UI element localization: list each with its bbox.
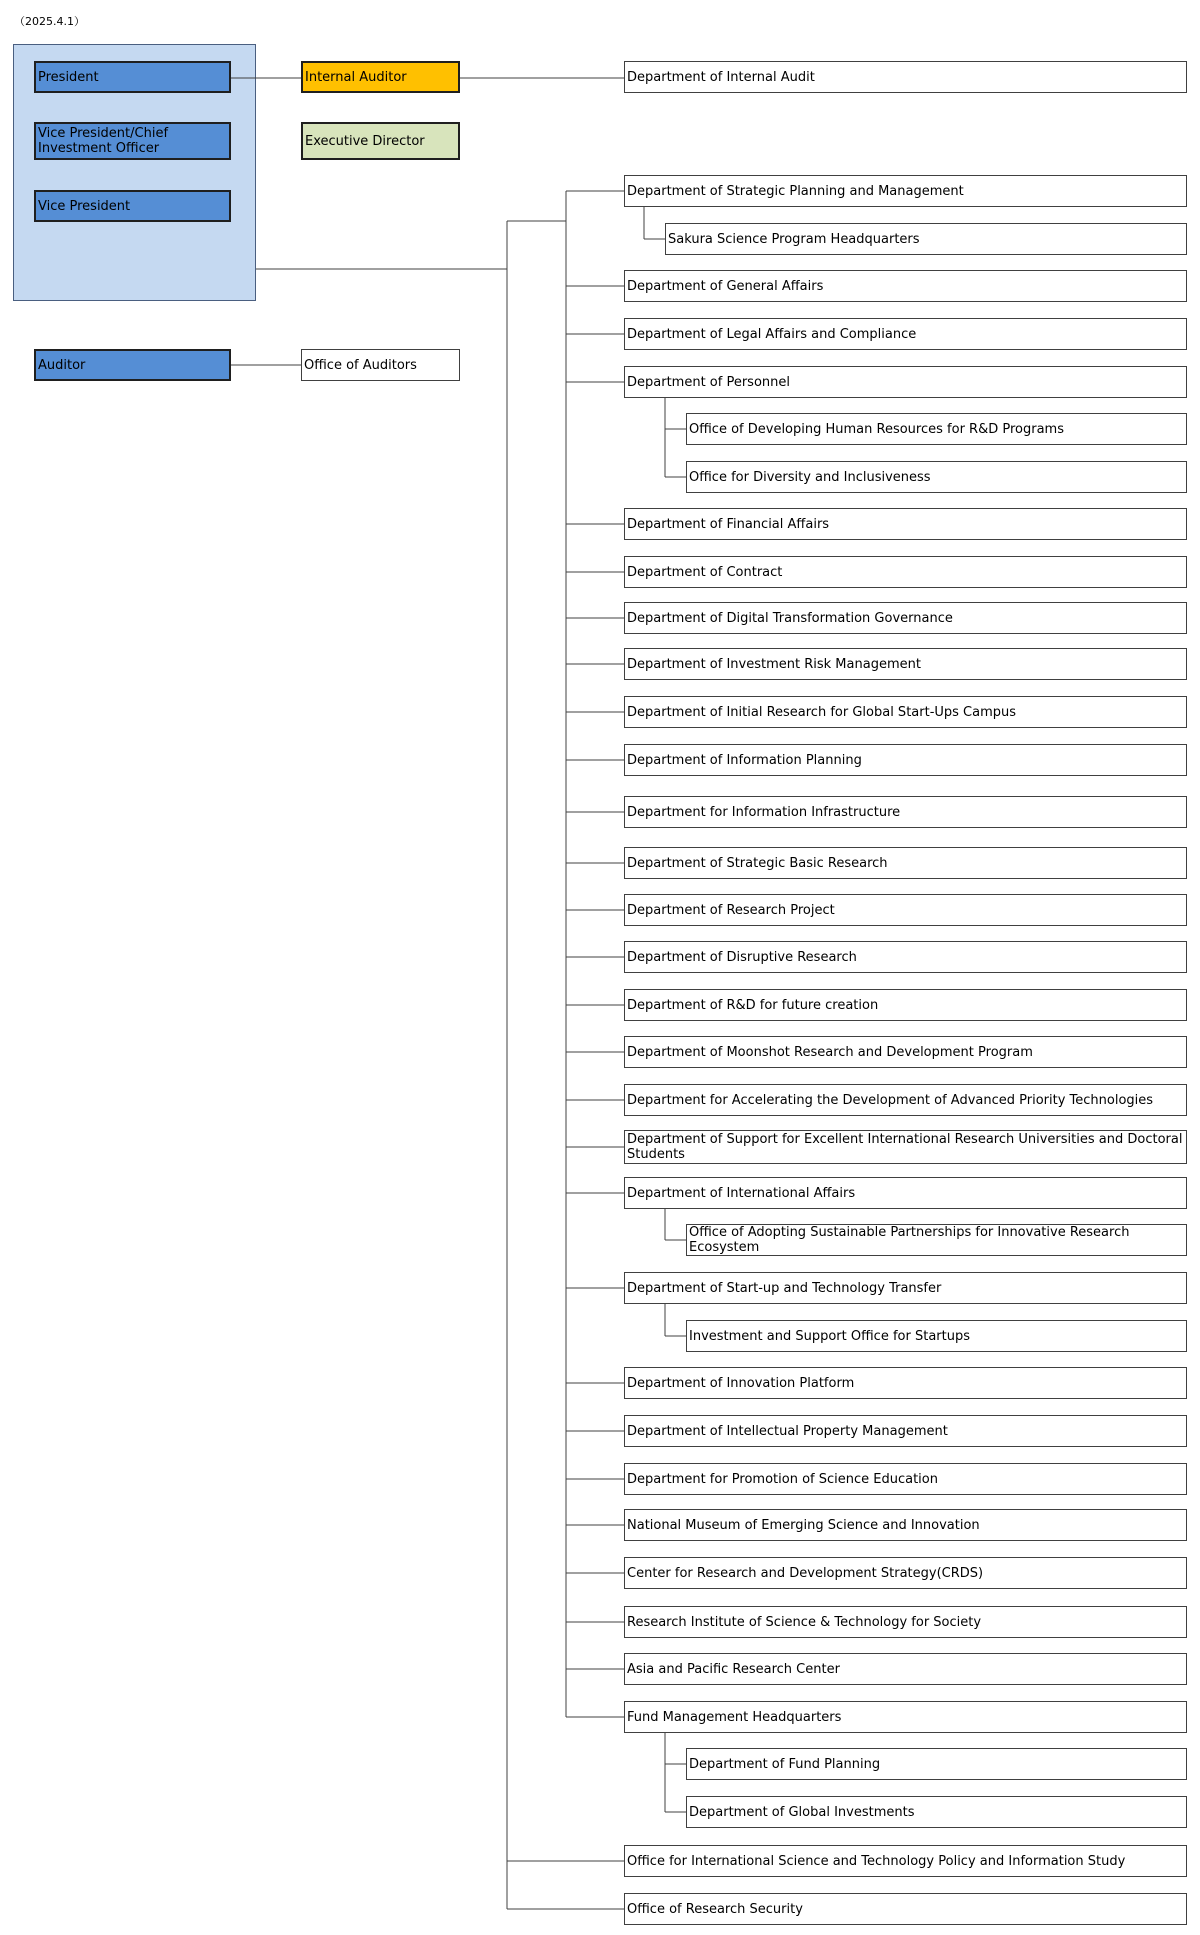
department-box[interactable]: Department of Legal Affairs and Compliance [624, 318, 1187, 350]
department-box[interactable]: Office for International Science and Technology Policy and Information Study [624, 1845, 1187, 1877]
department-box[interactable]: Asia and Pacific Research Center [624, 1653, 1187, 1685]
department-box[interactable]: Department of Information Planning [624, 744, 1187, 776]
department-box[interactable]: Department of Personnel [624, 366, 1187, 398]
office-of-auditors-box[interactable]: Office of Auditors [301, 349, 460, 381]
department-box[interactable]: Department of Strategic Basic Research [624, 847, 1187, 879]
department-box[interactable]: Department for Promotion of Science Education [624, 1463, 1187, 1495]
sub-office-box[interactable]: Department of Fund Planning [686, 1748, 1187, 1780]
department-box[interactable]: Department of Investment Risk Management [624, 648, 1187, 680]
department-box[interactable]: Department of Research Project [624, 894, 1187, 926]
department-box[interactable]: Department of Strategic Planning and Management [624, 175, 1187, 207]
department-box[interactable]: National Museum of Emerging Science and Innovation [624, 1509, 1187, 1541]
department-box[interactable]: Department of Contract [624, 556, 1187, 588]
department-box[interactable]: Department of Financial Affairs [624, 508, 1187, 540]
sub-office-box[interactable]: Department of Global Investments [686, 1796, 1187, 1828]
department-internal-audit-box[interactable]: Department of Internal Audit [624, 61, 1187, 93]
sub-office-box[interactable]: Office of Adopting Sustainable Partnerships for Innovative Research Ecosystem [686, 1224, 1187, 1256]
department-box[interactable]: Department of Digital Transformation Governance [624, 602, 1187, 634]
sub-office-box[interactable]: Sakura Science Program Headquarters [665, 223, 1187, 255]
department-box[interactable]: Department of Support for Excellent International Research Universities and Doctoral Students [624, 1130, 1187, 1164]
department-box[interactable]: Department of International Affairs [624, 1177, 1187, 1209]
department-box[interactable]: Center for Research and Development Strategy(CRDS) [624, 1557, 1187, 1589]
department-box[interactable]: Department of Moonshot Research and Development Program [624, 1036, 1187, 1068]
department-box[interactable]: Department of Innovation Platform [624, 1367, 1187, 1399]
department-box[interactable]: Department of Initial Research for Global Start-Ups Campus [624, 696, 1187, 728]
department-box[interactable]: Department for Accelerating the Development of Advanced Priority Technologies [624, 1084, 1187, 1116]
department-box[interactable]: Department for Information Infrastructure [624, 796, 1187, 828]
department-box[interactable]: Office of Research Security [624, 1893, 1187, 1925]
department-box[interactable]: Department of Intellectual Property Management [624, 1415, 1187, 1447]
president-box[interactable]: President [34, 61, 231, 93]
internal-auditor-box[interactable]: Internal Auditor [301, 61, 460, 93]
revision-date: （2025.4.1） [14, 15, 85, 28]
vice-president-cio-box[interactable]: Vice President/Chief Investment Officer [34, 122, 231, 160]
department-box[interactable]: Department of Disruptive Research [624, 941, 1187, 973]
vice-president-box[interactable]: Vice President [34, 190, 231, 222]
department-box[interactable]: Department of Start-up and Technology Transfer [624, 1272, 1187, 1304]
department-box[interactable]: Department of R&D for future creation [624, 989, 1187, 1021]
sub-office-box[interactable]: Investment and Support Office for Startups [686, 1320, 1187, 1352]
department-box[interactable]: Research Institute of Science & Technology for Society [624, 1606, 1187, 1638]
executive-director-box[interactable]: Executive Director [301, 122, 460, 160]
sub-office-box[interactable]: Office for Diversity and Inclusiveness [686, 461, 1187, 493]
department-box[interactable]: Fund Management Headquarters [624, 1701, 1187, 1733]
department-box[interactable]: Department of General Affairs [624, 270, 1187, 302]
sub-office-box[interactable]: Office of Developing Human Resources for R&D Programs [686, 413, 1187, 445]
auditor-box[interactable]: Auditor [34, 349, 231, 381]
